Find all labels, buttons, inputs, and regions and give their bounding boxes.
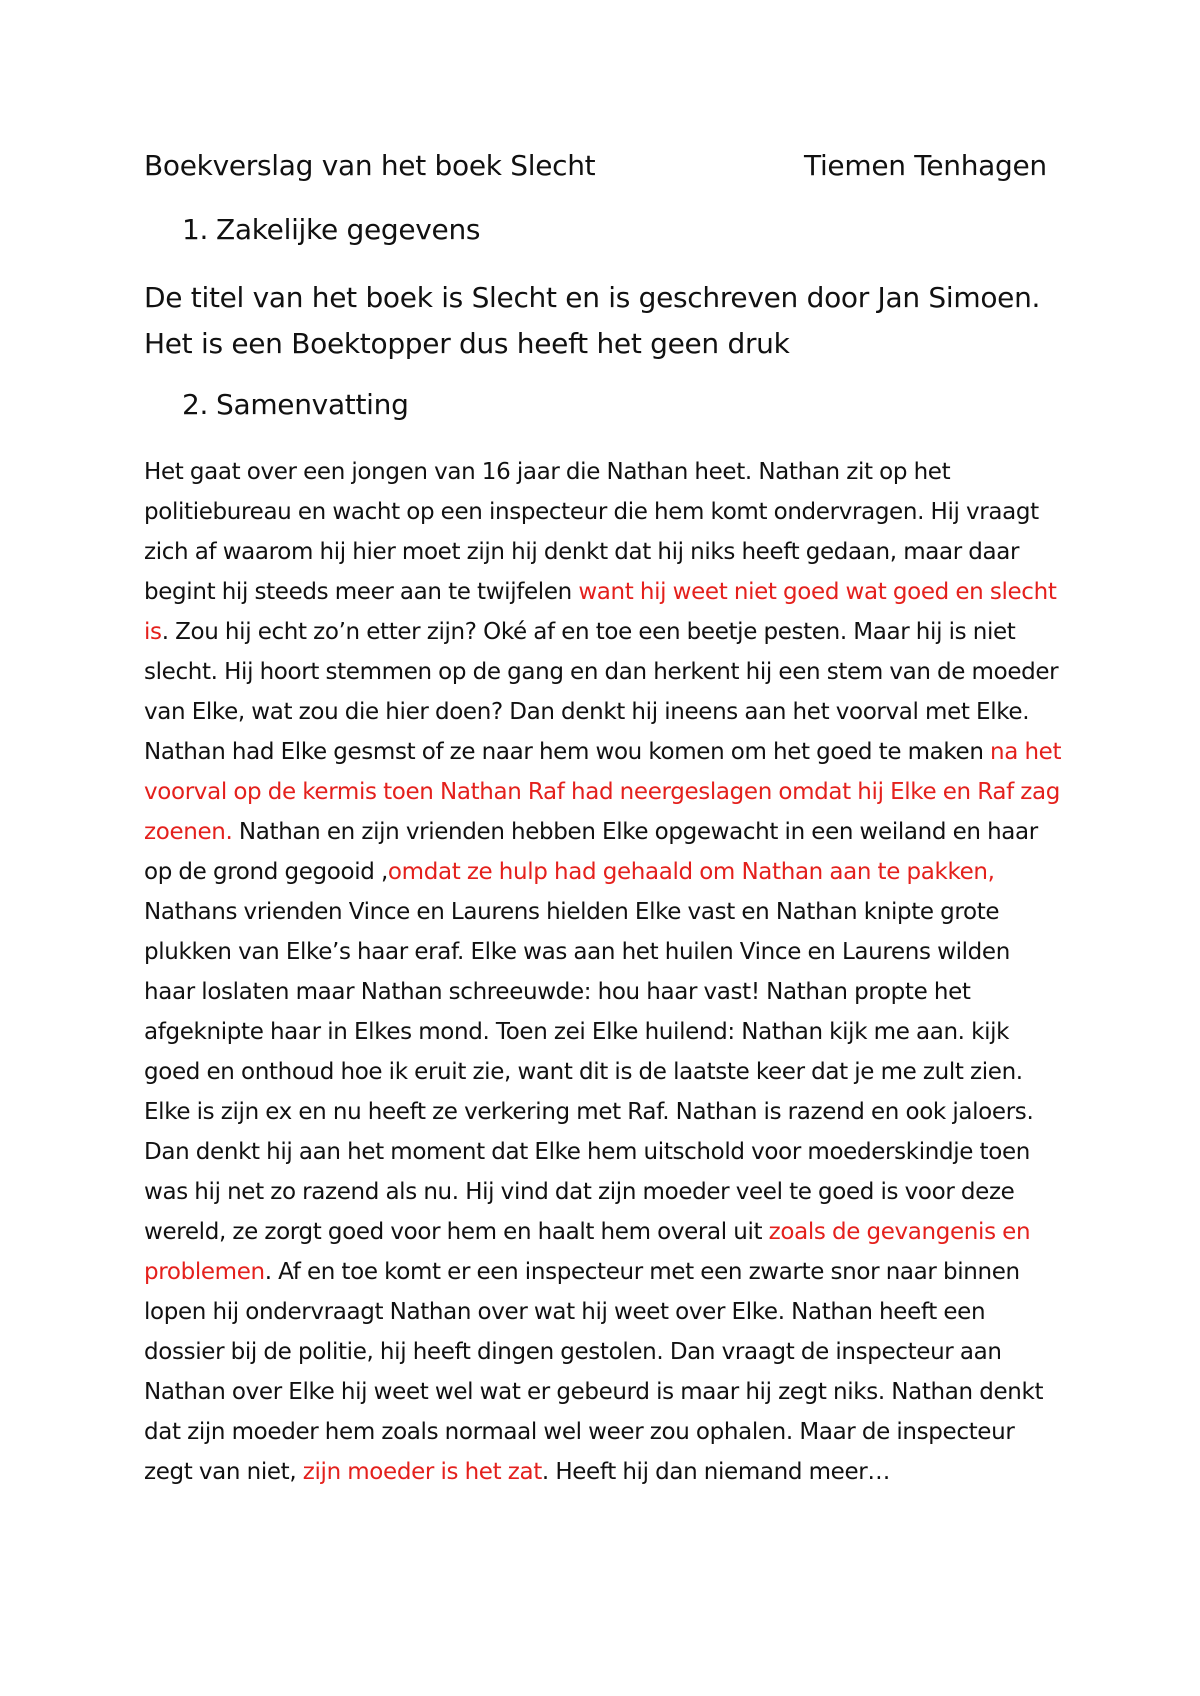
section-title: Samenvatting xyxy=(216,388,409,421)
summary-text: . Heeft hij dan niemand meer… xyxy=(541,1459,890,1485)
section-number: 1. xyxy=(182,213,209,246)
summary-text: Het gaat over een jongen van 16 jaar die Nathan heet. Nathan zit op het politiebureau en wacht op een inspecteur die hem komt ondervragen. Hij vraagt zich af waarom hij hier moet zijn hij denkt dat hij niks heeft gedaan, maar daar begint hij steeds meer aan te twijfelen xyxy=(144,459,1039,605)
summary-text: . Zou hij echt zo’n etter zijn? Oké af en toe een beetje pesten. Maar hij is niet slecht. Hij hoort stemmen op de gang en dan herkent hij een stem van de moeder van Elke, wat zou die hier doen? Dan denkt hij ineens aan het voorval met Elke. Nathan had Elke gesmst of ze naar hem wou komen om het goed te maken xyxy=(144,619,1059,765)
summary-text: Nathans vrienden Vince en Laurens hielden Elke vast en Nathan knipte grote plukken van Elke’s haar eraf. Elke was aan het huilen Vince en Laurens wilden haar loslaten maar Nathan schreeuwde: hou haar vast! Nathan propte het afgeknipte haar in Elkes mond. Toen zei Elke huilend: Nathan kijk me aan. kijk goed en onthoud hoe ik eruit zie, want dit is de laatste keer dat je me zult zien. Elke is zijn ex en nu heeft ze verkering met Raf. Nathan is razend en ook jaloers. Dan denkt hij aan het moment dat Elke hem uitschold voor moederskindje toen was hij net zo razend als nu. Hij vind dat zijn moeder veel te goed is voor deze wereld, ze zorgt goed voor hem en haalt hem overal uit xyxy=(144,899,1034,1245)
summary-highlight: omdat ze hulp had gehaald om Nathan aan te pakken, xyxy=(387,859,995,885)
section-number: 2. xyxy=(182,388,209,421)
summary-paragraph xyxy=(144,452,1064,1492)
section-heading-zakelijke-gegevens xyxy=(182,210,480,250)
summary-highlight: zoals de gevangenis en problemen xyxy=(144,1219,1031,1285)
document-header xyxy=(144,146,1047,186)
summary-highlight: zijn moeder is het zat xyxy=(302,1459,542,1485)
section-heading-samenvatting xyxy=(182,385,409,425)
author-name: Tiemen Tenhagen xyxy=(804,149,1047,182)
summary-text: . Af en toe komt er een inspecteur met een zwarte snor naar binnen lopen hij ondervraagt Nathan over wat hij weet over Elke. Nathan heeft een dossier bij de politie, hij heeft dingen gestolen. Dan vraagt de inspecteur aan Nathan over Elke hij weet wel wat er gebeurd is maar hij zegt niks. Nathan denkt dat zijn moeder hem zoals normaal wel weer zou ophalen. Maar de inspecteur zegt van niet, xyxy=(144,1259,1044,1485)
summary-text: Nathan en zijn vrienden hebben Elke opgewacht in een weiland en haar op de grond gegooid , xyxy=(144,819,1038,885)
report-title: Boekverslag van het boek Slecht xyxy=(144,149,596,182)
section-title: Zakelijke gegevens xyxy=(216,213,481,246)
intro-paragraph: De titel van het boek is Slecht en is geschreven door Jan Simoen. Het is een Boektopper dus heeft het geen druk xyxy=(144,281,1041,360)
summary-highlight: na het voorval op de kermis toen Nathan Raf had neergeslagen omdat hij Elke en Raf zag zoenen. xyxy=(144,739,1062,845)
summary-highlight: want hij weet niet goed wat goed en slecht is xyxy=(144,579,1057,645)
